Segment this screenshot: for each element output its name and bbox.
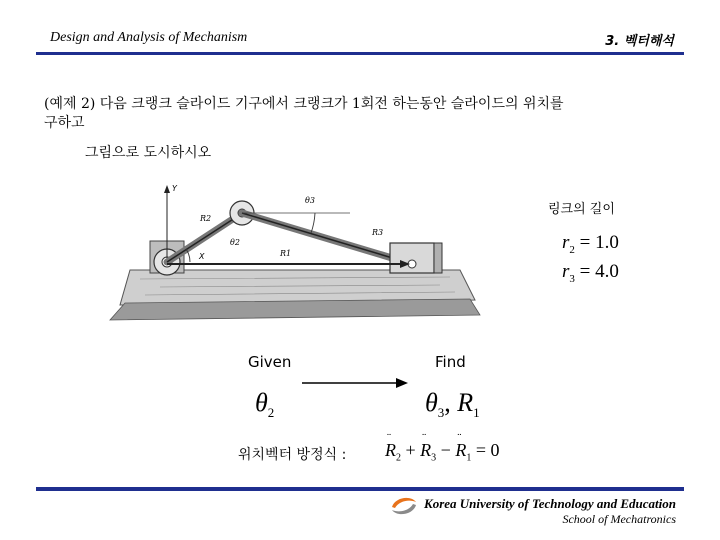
- find-symbol-r: R: [457, 388, 474, 417]
- link-length-heading: 링크의 길이: [548, 202, 615, 217]
- vec-term-r3: ¨ R: [420, 440, 431, 461]
- vec-rhs-zero: 0: [490, 440, 500, 460]
- given-to-find-arrow: [300, 376, 410, 390]
- given-subscript: 2: [267, 405, 275, 421]
- university-logo-icon: [389, 495, 419, 517]
- given-symbol: θ: [255, 388, 268, 417]
- crank-slider-figure: [100, 175, 485, 325]
- footer-university: Korea University of Technology and Education: [424, 496, 676, 511]
- header-course-title: Design and Analysis of Mechanism: [50, 30, 248, 45]
- problem-line-2: 구하고: [44, 115, 85, 131]
- vec-equals: =: [475, 440, 486, 460]
- vector-r3: [242, 213, 406, 262]
- header-chapter-title: 3. 벡터해석: [605, 34, 674, 49]
- vector-loop-equation: [385, 440, 499, 464]
- y-axis-arrow: [164, 185, 170, 193]
- find-symbol-theta: θ: [425, 388, 438, 417]
- x-axis-label: X: [199, 252, 205, 261]
- find-subscript-theta: 3: [437, 405, 445, 421]
- label-r1: R1: [280, 249, 292, 258]
- header-divider: [36, 52, 684, 55]
- given-label: Given: [248, 353, 292, 371]
- label-theta3: θ3: [305, 196, 315, 205]
- vec-term-r2: ¨ R: [385, 440, 396, 461]
- label-r3: R3: [372, 228, 384, 237]
- vector-equation-label: 위치벡터 방정식 :: [238, 447, 347, 463]
- find-theta3-r1: [425, 388, 480, 421]
- problem-statement: [44, 95, 684, 133]
- r3-symbol: r: [562, 261, 570, 282]
- r3-value: 4.0: [595, 261, 619, 282]
- footer-school: School of Mechatronics: [562, 512, 676, 526]
- vec-sub-3: 3: [431, 452, 437, 464]
- vec-sub-2: 2: [396, 452, 401, 464]
- r2-symbol: r: [562, 232, 570, 253]
- find-separator: ,: [444, 388, 451, 417]
- y-axis-label: Y: [172, 184, 177, 193]
- vec-op-minus: −: [440, 440, 451, 460]
- label-r2: R2: [200, 214, 212, 223]
- vec-sub-1: 1: [466, 452, 472, 464]
- find-subscript-r: 1: [473, 405, 480, 421]
- label-theta2: θ2: [230, 238, 240, 247]
- given-theta2: [255, 388, 274, 421]
- problem-line-1: (예제 2) 다음 크랭크 슬라이드 기구에서 크랭크가 1회전 하는동안 슬라이드의 위치를: [44, 96, 564, 112]
- r2-value: 1.0: [595, 232, 619, 253]
- vec-op-plus: +: [405, 440, 416, 460]
- problem-subtitle: 그림으로 도시하시오: [85, 145, 212, 161]
- vec-term-r1: ¨ R: [455, 440, 466, 461]
- find-label: Find: [435, 353, 466, 371]
- ground-texture: [110, 299, 480, 320]
- r2-subscript: 2: [569, 243, 575, 256]
- theta3-arc: [311, 213, 315, 233]
- footer-divider: [36, 487, 684, 491]
- r3-subscript: 3: [569, 272, 575, 285]
- link-length-r2: $r_2 = 1.0$: [562, 232, 619, 256]
- link-length-r3: $r_3 = 4.0$: [562, 261, 619, 285]
